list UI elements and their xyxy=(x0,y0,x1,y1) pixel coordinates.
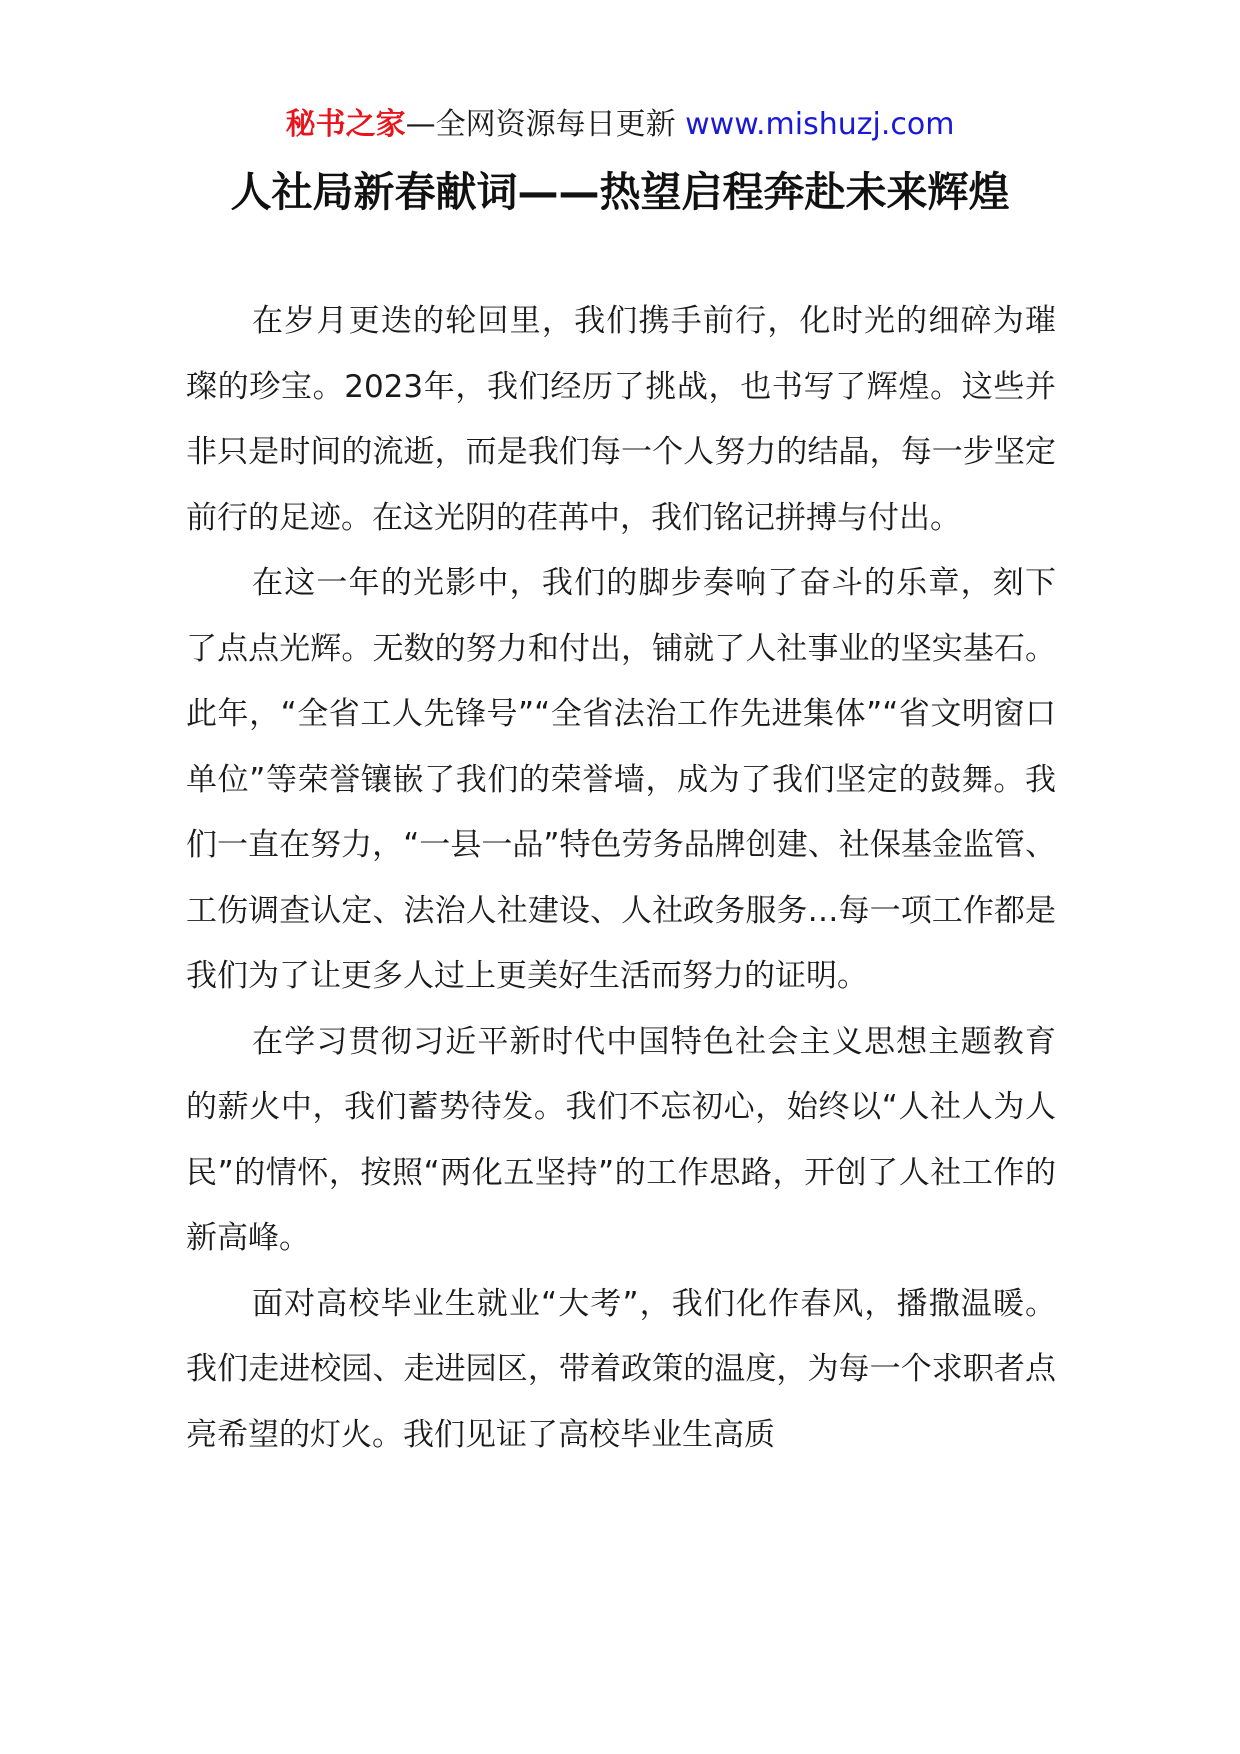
site-url-link[interactable]: www.mishuzj.com xyxy=(685,107,955,142)
paragraph-3: 在学习贯彻习近平新时代中国特色社会主义思想主题教育的薪火中，我们蓄势待发。我们不忘初心，始终以“人社人为人民”的情怀，按照“两化五坚持”的工作思路，开创了人社工作的新高峰。 xyxy=(186,1023,1056,1256)
document-title: 人社局新春献词——热望启程奔赴未来辉煌 xyxy=(230,168,1010,216)
paragraph-4: 面对高校毕业生就业“大考”，我们化作春风，播撒温暖。我们走进校园、走进园区，带着政策的温度，为每一个求职者点亮希望的灯火。我们见证了高校毕业生高质 xyxy=(186,1285,1056,1453)
brand-name: 秘书之家 xyxy=(285,107,406,142)
paragraph-2: 在这一年的光影中，我们的脚步奏响了奋斗的乐章，刻下了点点光辉。无数的努力和付出，铺就了人社事业的坚实基石。此年，“全省工人先锋号”“全省法治工作先进集体”“省文明窗口单位”等荣誉镶嵌了我们的荣誉墙，成为了我们坚定的鼓舞。我们一直在努力，“一县一品”特色劳务品牌创建、社保基金监管、工伤调查认定、法治人社建设、人社政务服务…每一项工作都是我们为了让更多人过上更美好生活而努力的证明。 xyxy=(186,565,1056,994)
document-body xyxy=(186,289,1056,1468)
paragraph-1: 在岁月更迭的轮回里，我们携手前行，化时光的细碎为璀璨的珍宝。2023年，我们经历了挑战，也书写了辉煌。这些并非只是时间的流逝，而是我们每一个人努力的结晶，每一步坚定前行的足迹。在这光阴的荏苒中，我们铭记拼搏与付出。 xyxy=(186,303,1056,536)
header-tagline: —全网资源每日更新 xyxy=(405,107,686,142)
site-header xyxy=(0,100,1240,150)
